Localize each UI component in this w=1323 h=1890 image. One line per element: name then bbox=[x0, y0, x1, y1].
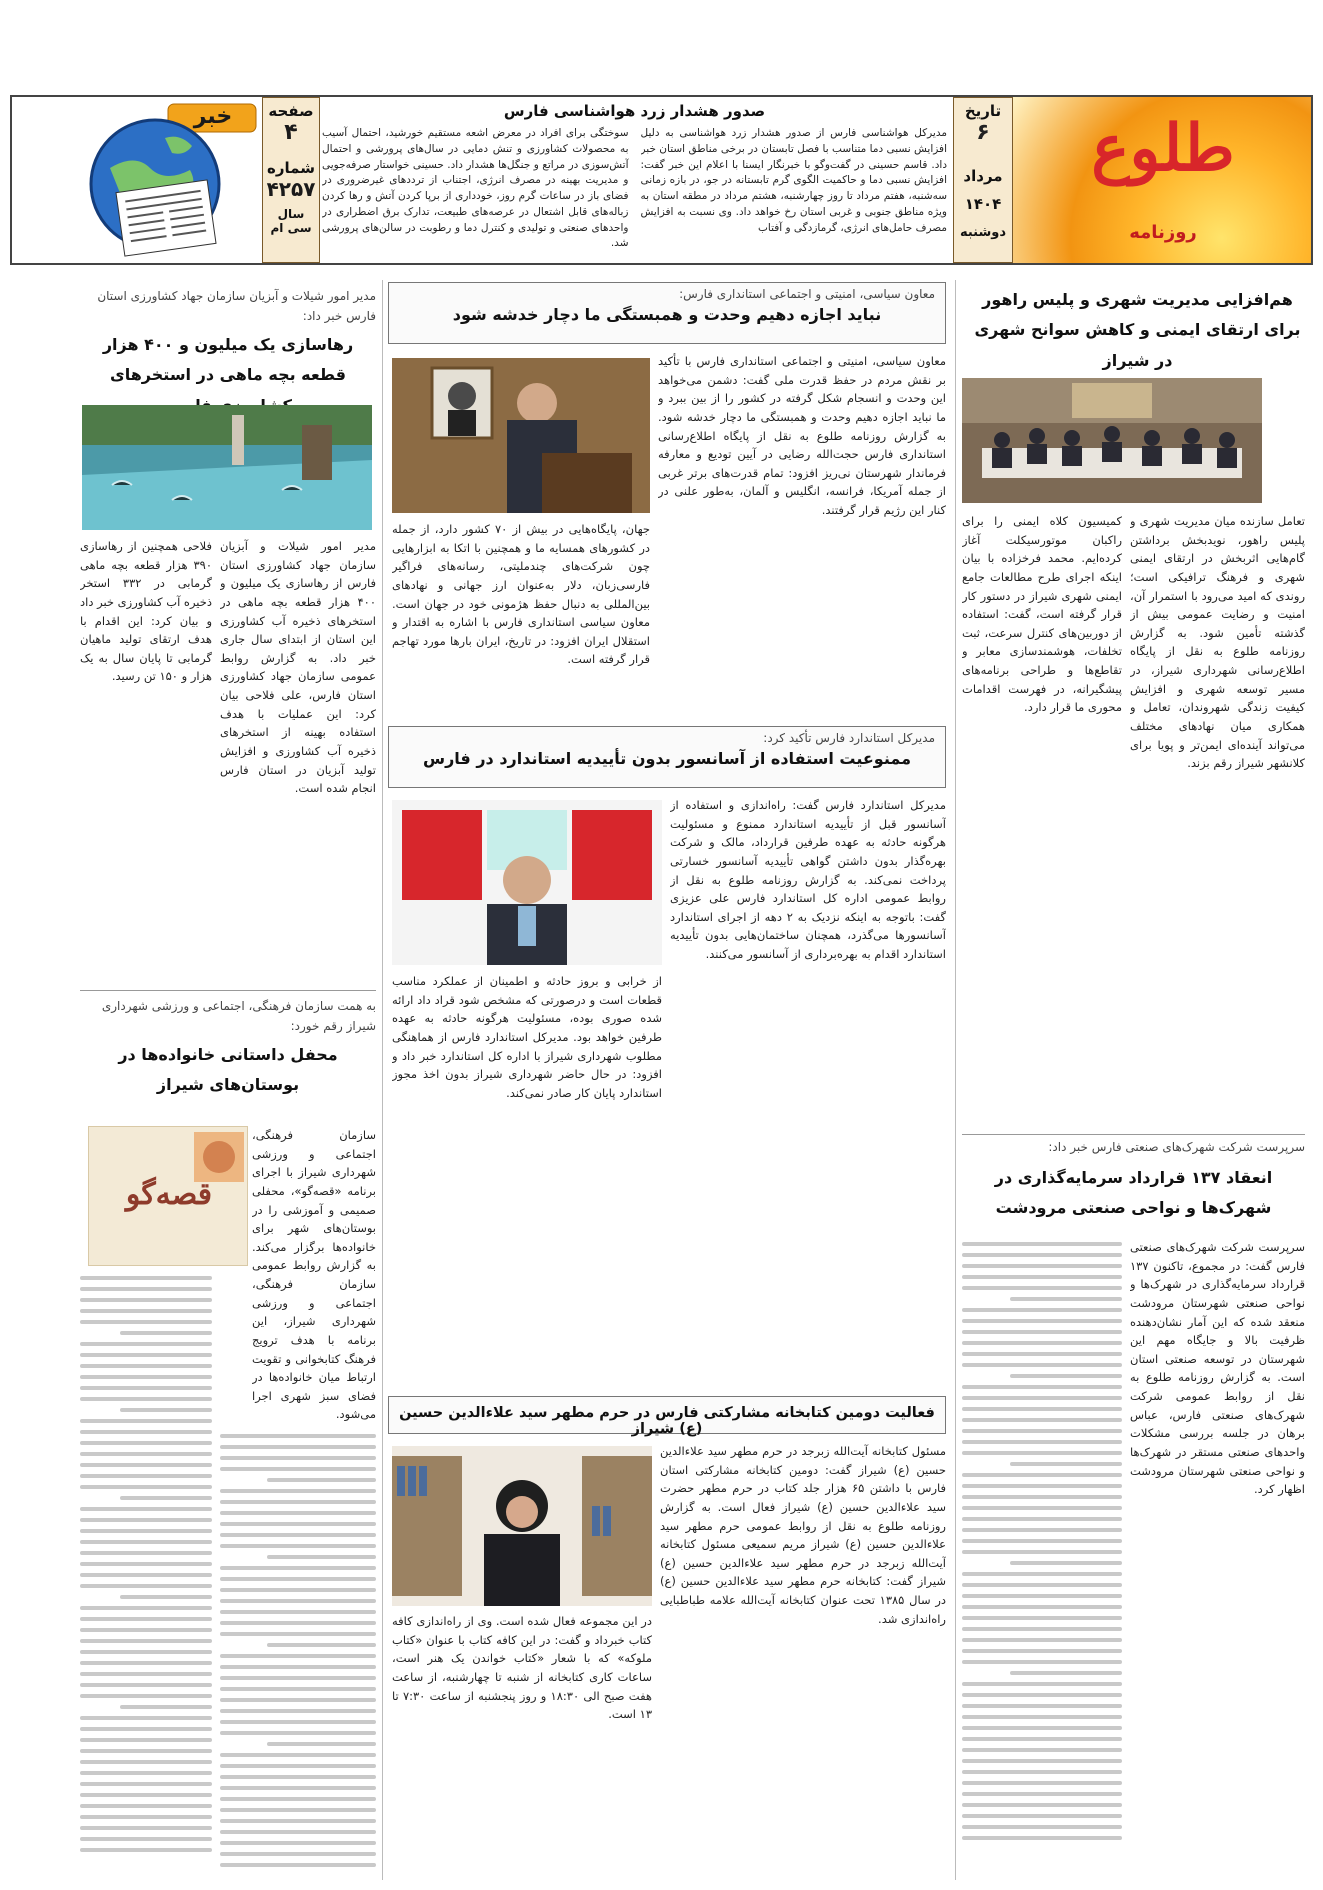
speaker-photo bbox=[392, 358, 650, 513]
left-kicker: مدیر امور شیلات و آبزیان سازمان جهاد کشاورزی استان فارس خبر داد: bbox=[97, 289, 376, 324]
section-logo bbox=[80, 98, 260, 262]
center-top-body-a: معاون سیاسی، امنیتی و اجتماعی استانداری فارس با تأکید بر نقش مردم در حفظ قدرت ملی گفت: دشمن می‌خواهد این وحدت و انسجام شکل گرفته در کشور را از بین ببرد و ما نباید اجازه دهیم وحدت و همبستگی ما دچار خدشه شود. به گزارش روزنامه طلوع به نقل از پایگاه اطلاع‌رسانی استانداری فارس حجت‌الله رضایی در آیین تودیع و معارفه فرماندار شهرستان نی‌ریز افزود: تمام قدرت‌های برتر غربی از جمله آمریکا، فرانسه، انگلیس و آلمان، به‌طور علنی در کنار این رژیم قرار گرفتند. bbox=[658, 354, 946, 517]
center-mid-body-b: از خرابی و بروز حادثه و اطمینان از عملکرد مناسب قطعات است و درصورتی که مشخص شود قراد داد ارائه شده صوری بوده، مسئولیت هرگونه حادثه به عهده طرفین خواهد بود. مدیرکل استاندارد فارس از هماهنگی مطلوب شهرداری شیراز با اداره کل استاندارد خبر داد و افزود: در حال حاضر شهرداری شیراز بدون اخذ مجوز استاندارد پایان کار صادر نمی‌کند. bbox=[392, 974, 662, 1100]
center-mid-kicker: مدیرکل استاندارد فارس تأکید کرد: bbox=[763, 731, 935, 745]
date-label: تاریخ bbox=[964, 102, 1002, 120]
storytelling-poster bbox=[88, 1126, 248, 1266]
column-separator bbox=[382, 280, 383, 1880]
poster-text: قصه‌گو bbox=[125, 1177, 213, 1212]
right-col-text-b: کمیسیون کلاه ایمنی را برای راکبان موتورسیکلت آغاز کرده‌ایم. محمد فرخزاده با بیان اینکه اجرای طرح مطالعات جامع ایمنی شهری شیراز در دستور کار قرار گرفته است، گفت: استفاده از دوربین‌های کنترل سرعت، ثبت تخلفات، هوشمندسازی معابر و تقاطع‌ها و طراحی برنامه‌های پیشگیرانه، در فهرست اقدامات محوری ما قرار دارد. bbox=[962, 514, 1122, 715]
speaker-image bbox=[392, 358, 650, 513]
date-year: ۱۴۰۴ bbox=[964, 195, 1002, 213]
left-headline: رهاسازی یک میلیون و ۴۰۰ هزار قطعه بچه ماهی در استخرهای bbox=[102, 335, 354, 385]
volume-number: سی ام bbox=[270, 221, 312, 235]
left-body-c: سازمان فرهنگی، اجتماعی و ورزشی شهرداری شیراز با اجرای برنامه «قصه‌گو»، محفلی صمیمی و آموزشی را در بوستان‌های شهر برای خانواده‌ها برگزار می‌کند. به گزارش روابط عمومی سازمان فرهنگی، اجتماعی و ورزشی شهرداری شیراز، این برنامه با هدف ترویج فرهنگ کتابخوانی و تقویت ارتباط میان خانواده‌ها در فضای سبز شهری اجرا می‌شود. bbox=[252, 1128, 376, 1422]
center-top-headline: نباید اجازه دهیم وحدت و همبستگی ما دچار خدشه شود bbox=[452, 305, 882, 324]
meeting-photo bbox=[962, 378, 1262, 503]
librarian-image bbox=[392, 1446, 652, 1606]
left-headline-2: محفل داستانی خانواده‌ها در بوستان‌های شیراز bbox=[118, 1045, 338, 1095]
top-story-col1: مدیرکل هواشناسی فارس از صدور هشدار زرد هواشناسی به دلیل افزایش نسبی دما متناسب با فصل تابستان در برخی مناطق استان خبر داد. قاسم حسینی در گفت‌وگو با خبرنگار ایسنا با اعلام این خبر گفت: افزایش نسبی دما و حاکمیت الگوی گرم تابستانه در جو، در بازه زمانی سه‌شنبه، هفتم مرداد تا روز چهارشنبه، هشتم مرداد در مطقه استان به ویژه مناطق جنوبی و غربی استان رخ خواهد داد. وی نسبت به افزایش مصرف حامل‌های انرژی، گرمازدگی و آفتاب bbox=[640, 127, 947, 234]
left-body-e bbox=[80, 1272, 212, 1880]
issue-label: شماره bbox=[267, 159, 315, 177]
fish-pond-image bbox=[82, 405, 372, 530]
page-label: صفحه bbox=[268, 102, 314, 120]
left-body-b: فلاحی همچنین از رهاسازی ۳۹۰ هزار قطعه بچه ماهی گرمابی در ۳۳۲ استخر ذخیره آب کشاورزی خبر داد و بیان کرد: این اقدام با هدف ارتقای تولید ماهیان گرمابی تا پایان سال به یک هزار و ۱۵۰ تن رسید. bbox=[80, 539, 212, 684]
top-story-headline: صدور هشدار زرد هواشناسی فارس bbox=[503, 102, 766, 120]
date-month: مرداد bbox=[963, 167, 1003, 185]
divider bbox=[962, 1134, 1305, 1135]
right-section2-body-a: سرپرست شرکت شهرک‌های صنعتی فارس گفت: در مجموع، تاکنون ۱۳۷ قرارداد سرمایه‌گذاری در شهرک‌ها و نواحی صنعتی شهرستان مرودشت منعقد شده که این آمار نشان‌دهنده ظرفیت بالا و جایگاه مهم این شهرستان در توسعه صنعتی استان است. به گزارش روزنامه طلوع به نقل از روابط عمومی شرکت شهرک‌های صنعتی فارس، عباس برهان در جلسه بررسی مشکلات واحدهای صنعتی مستقر در شهرک‌ها و نواحی صنعتی شهرستان مرودشت اظهار کرد. bbox=[1130, 1240, 1305, 1497]
column-separator bbox=[955, 280, 956, 1880]
center-bottom-body-b: در این مجموعه فعال شده است. وی از راه‌اندازی کافه کتاب خبرداد و گفت: در این کافه کتاب با عنوان «کتاب ملوکه» که با شعار «کتاب خواندن یک هنر است، ساعات کاری کتابخانه از شنبه تا چهارشنبه، از ساعت هفت صبح الی ۱۸:۳۰ و روز پنجشنبه از ساعت ۷:۳۰ تا ۱۳ است. bbox=[392, 1614, 652, 1722]
official-image bbox=[392, 800, 662, 965]
right-col-text-a: تعامل سازنده میان مدیریت شهری و پلیس راهور، نویدبخش برداشتن گام‌هایی اثربخش در ارتقای ایمنی شهری و فرهنگ ترافیکی است؛ روندی که امید می‌رود با استمرار آن، امنیت و رضایت عمومی بیش از گذشته تأمین شود. به گزارش روزنامه طلوع به نقل از پایگاه اطلاع‌رسانی شهرداری شیراز، در مسیر توسعه شهری و افزایش کیفیت زندگی شهروندان، تعامل و همکاری میان نهادهای مختلف می‌تواند آینده‌ای ایمن‌تر و پویا برای کلانشهر شیراز رقم بزند. bbox=[1130, 514, 1305, 771]
librarian-photo bbox=[392, 1446, 652, 1606]
right-headline: هم‌افزایی مدیریت شهری و پلیس راهور برای ارتقای ایمنی و کاهش سوانح شهری در شیراز bbox=[974, 290, 1301, 370]
center-bottom-headline: فعالیت دومین کتابخانه مشارکتی فارس در حرم مطهر سید علاءالدین حسین (ع) شیراز bbox=[399, 1405, 935, 1437]
left-body-d bbox=[220, 1430, 376, 1880]
date-box bbox=[953, 97, 1013, 263]
left-body-a: مدیر امور شیلات و آبزیان سازمان جهاد کشاورزی استان فارس از رهاسازی یک میلیون و ۴۰۰ هزار قطعه بچه ماهی در استخرهای ذخیره آب کشاورزی این استان از ابتدای سال جاری خبر داد. به گزارش روابط عمومی سازمان جهاد کشاورزی استان فارس، علی فلاحی بیان کرد: این عملیات با هدف استفاده بهینه از استخرهای ذخیره آب کشاورزی و افزایش تولید آبزیان در استان فارس انجام شده است. bbox=[220, 539, 376, 796]
volume-label: سال bbox=[277, 207, 305, 221]
center-mid-headline: ممنوعیت استفاده از آسانسور بدون تأییدیه استاندارد در فارس bbox=[422, 749, 911, 768]
right-section2-headline: انعقاد ۱۳۷ قرارداد سرمایه‌گذاری در شهرک‌ها و نواحی صنعتی مرودشت bbox=[994, 1168, 1273, 1218]
center-bottom-body-a: مسئول کتابخانه آیت‌الله زبرجد در حرم مطهر سید علاءالدین حسین (ع) شیراز گفت: دومین کتابخانه مشارکتی استان فارس با داشتن ۶۵ هزار جلد کتاب در حرم مطهر حضرت سید علاءالدین حسین (ع) شیراز فعال است. به گزارش روزنامه طلوع به نقل از روابط عمومی حرم مطهر سید علاءالدین حسین (ع) شیراز مریم سمیعی مسئول کتابخانه آیت‌الله زبرجد در حرم مطهر سید علاءالدین حسین (ع) شیراز گفت: کتابخانه حرم مطهر سید علاءالدین حسین (ع) در سال ۱۳۸۵ تحت عنوان کتابخانه آیت‌الله علامه طباطبایی راه‌اندازی شد. bbox=[660, 1444, 946, 1626]
center-top-kicker: معاون سیاسی، امنیتی و اجتماعی استانداری فارس: bbox=[679, 287, 935, 301]
date-weekday: دوشنبه bbox=[959, 225, 1007, 240]
section-logo-label: خبر bbox=[193, 104, 233, 129]
center-top-headline-box bbox=[388, 282, 946, 344]
page-number: ۴ bbox=[284, 120, 298, 145]
issue-number: ۴۲۵۷ bbox=[266, 177, 316, 201]
center-mid-body-a: مدیرکل استاندارد فارس گفت: راه‌اندازی و استفاده از آسانسور قبل از تأییدیه استاندارد ممنوع و مسئولیت هرگونه حادثه به عهده طرفین قرارداد، مالک و شرکت بهره‌گذار بدون داشتن گواهی تأییدیه آسانسور خسارتی پرداخت نمی‌کند. به گزارش روزنامه طلوع به نقل از روابط عمومی اداره کل استاندارد فارس علی عزیزی گفت: باتوجه به اینکه نزدیک به ۲ دهه از اجرای استاندارد آسانسورها می‌گذرد، همچنان ساختمان‌هایی بدون تأییدیه استاندارد اقدام به بهره‌برداری از آسانسور می‌کنند. bbox=[670, 798, 946, 961]
center-top-body-b: جهان، پایگاه‌هایی در بیش از ۷۰ کشور دارد، از جمله در کشورهای همسایه ما و همچنین با اتکا به ابزارهایی چون شرکت‌های چندملیتی، رسانه‌های فراگیر فارسی‌زبان، دلار به‌عنوان ارز جهانی و نهادهای بین‌المللی به دنبال حفظ هژمونی خود در جهان است. معاون سیاسی استانداری فارس با اشاره به اقتدار و استقلال ایران افزود: در تاریخ، ایران بارها مورد تهاجم قرار گرفته است. bbox=[392, 522, 650, 667]
right-section2-kicker: سرپرست شرکت شهرک‌های صنعتی فارس خبر داد: bbox=[1048, 1140, 1305, 1154]
newspaper-logo bbox=[1013, 97, 1311, 263]
right-section2-body-b bbox=[962, 1238, 1122, 1878]
issue-box bbox=[262, 97, 320, 263]
logo-subtitle: روزنامه bbox=[1129, 222, 1197, 243]
center-bottom-headline-box bbox=[388, 1396, 946, 1437]
top-story-col2: سوختگی برای افراد در معرض اشعه مستقیم خورشید، احتمال آسیب به محصولات کشاورزی و تنش دمایی در سال‌های پرورشی و احتمال آتش‌سوزی در مراتع و جنگل‌ها هشدار داد. حسینی خواستار صرفه‌جویی و مدیریت بهینه در مصرف انرژی، اجتناب از ترددهای غیرضروری در فضای باز در ساعات گرم روز، خودداری از برپا کردن آتش و رها کردن زباله‌های قابل اشتعال در عرصه‌های طبیعت، تدارک برق اضطراری در واحدهای صنعتی و تولیدی و کنترل دما و رطوبت در سالن‌های پرورشی شد. bbox=[322, 127, 629, 250]
fish-pond-photo bbox=[82, 405, 372, 530]
divider bbox=[80, 990, 376, 991]
top-story bbox=[322, 100, 947, 260]
center-mid-headline-box bbox=[388, 726, 946, 788]
official-photo bbox=[392, 800, 662, 965]
date-day: ۶ bbox=[976, 120, 990, 145]
logo-text: طلوع bbox=[1091, 111, 1235, 186]
meeting-room-image bbox=[962, 378, 1262, 503]
left-kicker-2: به همت سازمان فرهنگی، اجتماعی و ورزشی شهرداری شیراز رقم خورد: bbox=[101, 999, 376, 1034]
